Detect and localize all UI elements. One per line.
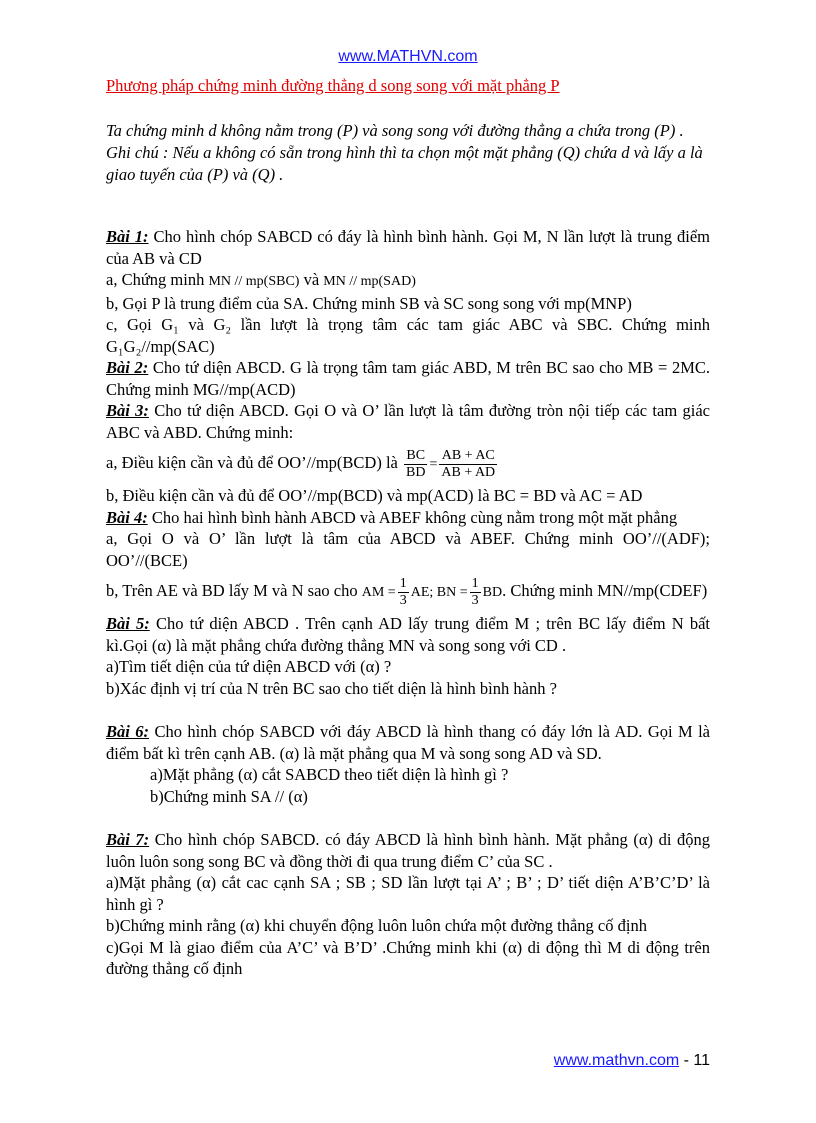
bai1-statement (106, 226, 710, 269)
exercise-list (106, 226, 710, 980)
bai4-label: Bài 4: (106, 507, 148, 527)
bai2-statement (106, 357, 710, 400)
intro-line-1: Ta chứng minh d không nằm trong (P) và song song với đường thẳng a chứa trong (P) . (106, 121, 684, 140)
fraction-one-third (470, 576, 481, 609)
bai2-label: Bài 2: (106, 358, 149, 377)
fraction-denominator: 3 (399, 592, 407, 608)
footer-link[interactable]: www.mathvn.com (553, 1052, 680, 1069)
bai7-text: Cho hình chóp SABCD. có đáy ABCD là hình bình hành. Mặt phẳng (α) di động luôn luôn song song BC và đồng thời đi qua trung điểm C’ của SC . (106, 830, 710, 871)
footer-separator: - (679, 1052, 694, 1069)
bai4-b (106, 571, 710, 613)
bai7-label: Bài 7: (106, 830, 150, 849)
fraction-denominator: 3 (471, 592, 479, 608)
bai4-bd: BD (482, 585, 503, 600)
bai7-statement (106, 829, 710, 872)
bai1-a-math1: MN // mp(SBC) (208, 274, 300, 289)
bai3-statement (106, 400, 710, 443)
bai4-am: AM = (361, 585, 396, 600)
bai4-ae: AE; BN = (410, 585, 468, 600)
bai6-label: Bài 6: (106, 722, 150, 741)
bai3-a (106, 443, 710, 485)
section-title: Phương pháp chứng minh đường thẳng d song song với mặt phẳng P (106, 76, 560, 95)
bai3-b: b, Điều kiện cần và đủ để OO’//mp(BCD) và mp(ACD) là BC = BD và AC = AD (106, 486, 643, 505)
fraction-sums (439, 448, 497, 481)
bai7-a: a)Mặt phẳng (α) cắt cac cạnh SA ; SB ; SD lần lượt tại A’ ; B’ ; D’ tiết diện A’B’C’D’ là hình gì ? (106, 873, 710, 914)
bai3-label: Bài 3: (106, 401, 149, 420)
site-header-link[interactable]: www.MATHVN.com (338, 48, 478, 65)
page-footer (554, 1052, 710, 1070)
bai5-b: b)Xác định vị trí của N trên BC sao cho tiết diện là hình bình hành ? (106, 678, 557, 698)
bai4-statement (106, 507, 710, 529)
fraction-numerator: 1 (399, 575, 407, 591)
spacer (106, 807, 710, 829)
bai6-b: b)Chứng minh SA // (α) (150, 786, 308, 806)
fraction-denominator: AB + AD (441, 464, 496, 480)
intro (106, 120, 710, 186)
fraction-numerator: 1 (471, 575, 479, 591)
bai6-a: a)Mặt phẳng (α) cắt SABCD theo tiết diện là hình gì ? (150, 765, 509, 784)
bai1-label: Bài 1: (106, 227, 149, 246)
bai1-a-prefix: a, Chứng minh (106, 270, 209, 289)
bai5-text: Cho tứ diện ABCD . Trên cạnh AD lấy trung điểm M ; trên BC lấy điểm N bất kì.Gọi (α) là mặt phẳng chứa đường thẳng MN và song song với CD . (106, 614, 710, 655)
bai1-a-mid: và (299, 270, 324, 289)
bai1-a (106, 269, 710, 293)
bai3-text: Cho tứ diện ABCD. Gọi O và O’ lần lượt là tâm đường tròn nội tiếp các tam giác ABC và ABD. Chứng minh: (106, 401, 710, 442)
fraction-bc-bd (404, 448, 427, 481)
bai2-text: Cho tứ diện ABCD. G là trọng tâm tam giác ABD, M trên BC sao cho MB = 2MC. Chứng minh MG//mp(ACD) (106, 358, 710, 399)
bai6-statement (106, 721, 710, 764)
fraction-numerator: BC (404, 448, 427, 465)
bai5-a: a)Tìm tiết diện của tứ diện ABCD với (α) ? (106, 657, 392, 676)
fraction-one-third (398, 576, 409, 609)
intro-note: Ghi chú : Nếu a không có sẵn trong hình thì ta chọn một mặt phẳng (Q) chứa d và lấy a là giao tuyến của (P) và (Q) . (106, 143, 703, 184)
bai4-a: a, Gọi O và O’ lần lượt là tâm của ABCD và ABEF. Chứng minh OO’//(ADF); OO’//(BCE) (106, 529, 710, 570)
fraction-numerator: AB + AC (439, 448, 497, 465)
bai1-a-math2: MN // mp(SAD) (323, 274, 416, 289)
bai1-c: c, Gọi G₁ và G₂ lần lượt là trọng tâm các tam giác ABC và SBC. Chứng minh G₁G₂//mp(SAC) (106, 315, 710, 356)
bai4-text: Cho hai hình bình hành ABCD và ABEF không cùng nằm trong một mặt phẳng (147, 507, 678, 527)
page-number: 11 (693, 1052, 710, 1069)
bai1-text: Cho hình chóp SABCD có đáy là hình bình hành. Gọi M, N lần lượt là trung điểm của AB và CD (106, 227, 710, 268)
spacer (106, 699, 710, 721)
bai5-statement (106, 613, 710, 656)
equals-sign: = (429, 457, 438, 472)
bai4-b-prefix: b, Trên AE và BD lấy M và N sao cho (106, 581, 362, 600)
fraction-denominator: BD (406, 464, 426, 480)
bai5-label: Bài 5: (106, 614, 150, 633)
bai6-text: Cho hình chóp SABCD với đáy ABCD là hình thang có đáy lớn là AD. Gọi M là điểm bất kì trên cạnh AB. (α) là mặt phẳng qua M và song song AD và SD. (106, 722, 710, 763)
bai3-a-prefix: a, Điều kiện cần và đủ để OO’//mp(BCD) là (106, 453, 403, 472)
bai4-b-suffix: . Chứng minh MN//mp(CDEF) (502, 581, 708, 600)
bai7-c: c)Gọi M là giao điểm của A’C’ và B’D’ .Chứng minh khi (α) di động thì M di động trên đường thẳng cố định (106, 937, 710, 978)
bai7-b: b)Chứng minh rằng (α) khi chuyển động luôn luôn chứa một đường thẳng cố định (106, 916, 647, 935)
bai1-b: b, Gọi P là trung điểm của SA. Chứng minh SB và SC song song với mp(MNP) (106, 293, 632, 313)
